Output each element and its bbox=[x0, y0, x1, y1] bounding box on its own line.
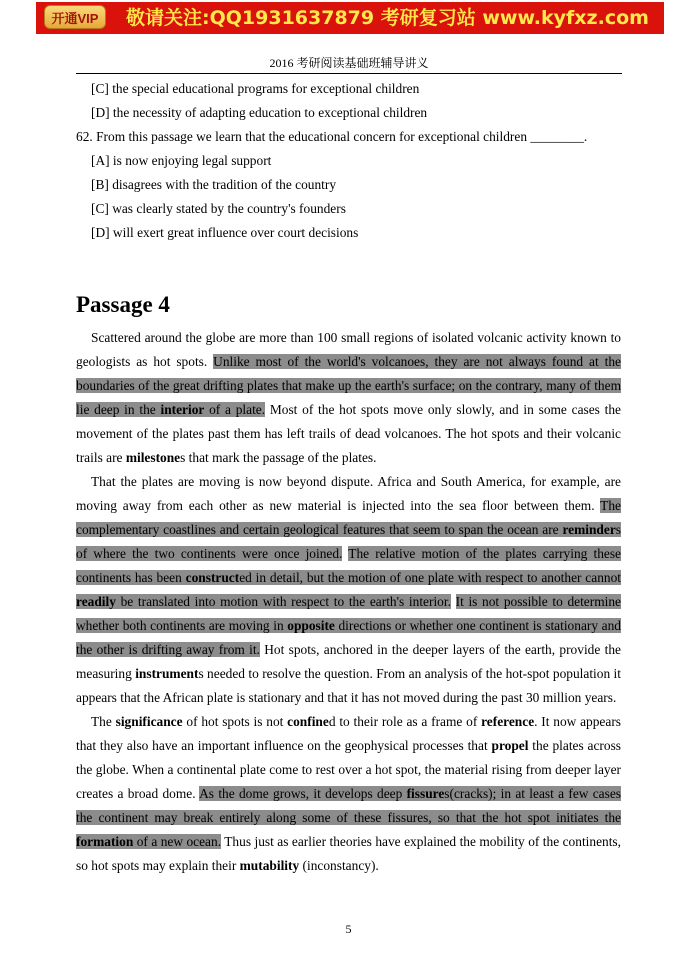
banner-text[interactable]: 敬请关注:QQ1931637879 考研复习站 www.kyfxz.com bbox=[126, 7, 649, 29]
highlighted-keyword bbox=[160, 402, 204, 417]
highlighted-keyword bbox=[407, 786, 445, 801]
text-run: Most of the hot spots move only slowly, and in some cases the movement of the plates past them has left trails of dead volcanoes. The hot spots and their volcanic trails are bbox=[76, 402, 621, 465]
keyword: fissure bbox=[406, 786, 445, 801]
text-run: s needed to resolve the question. From an analysis of the hot-spot population it appears that the African plate is stationary and that it has not moved during the past 30 million years. bbox=[76, 666, 621, 705]
q62-option-a: [A] is now enjoying legal support bbox=[91, 153, 272, 168]
q62-stem: 62. From this passage we learn that the educational concern for exceptional children ________. bbox=[76, 129, 588, 144]
highlighted-text: of a plate. bbox=[204, 402, 266, 417]
text-run: Thus just as earlier theories have explained the mobility of the continents, so hot spots may explain their bbox=[76, 834, 621, 873]
highlighted-text: As the dome grows, it develops deep bbox=[199, 786, 407, 801]
passage-title: Passage 4 bbox=[76, 292, 170, 317]
highlighted-text: s of where the two continents were once joined. bbox=[76, 522, 621, 561]
keyword: formation bbox=[76, 834, 134, 849]
header-rule bbox=[76, 73, 622, 74]
q61-option-d: [D] the necessity of adapting education to exceptional children bbox=[91, 105, 428, 120]
text-run: the plates across the globe. When a continental plate come to rest over a hot spot, the material rising from deeper layer creates a broad dome. bbox=[76, 738, 621, 801]
text-run: The bbox=[91, 714, 116, 729]
keyword: mutability bbox=[239, 858, 300, 873]
text-run: . It now appears that they also have an important influence on the geophysical processes that bbox=[76, 714, 621, 753]
q62-option-d: [D] will exert great influence over court decisions bbox=[91, 225, 359, 240]
keyword: milestone bbox=[125, 450, 181, 465]
paragraph-3 bbox=[76, 710, 621, 878]
page-number: 5 bbox=[345, 922, 352, 936]
vip-button[interactable]: 开通VIP bbox=[44, 5, 106, 29]
keyword-wrap bbox=[240, 858, 300, 873]
highlighted-text: be translated into motion with respect to the earth's interior. bbox=[115, 594, 451, 609]
text-run: Hot spots, anchored in the deeper layers of the earth, provide the measuring bbox=[76, 642, 621, 681]
text-run bbox=[451, 594, 456, 609]
paragraph-1 bbox=[76, 326, 621, 470]
text-run: That the plates are moving is now beyond dispute. Africa and South America, for example, are moving away from each other as new material is injected into the sea floor between them. bbox=[76, 474, 621, 513]
passage-body bbox=[76, 326, 621, 878]
highlighted-keyword bbox=[562, 522, 615, 537]
keyword: reference bbox=[481, 714, 535, 729]
highlighted-keyword bbox=[76, 834, 133, 849]
keyword-wrap bbox=[116, 714, 183, 729]
keyword: propel bbox=[491, 738, 529, 753]
text-run: of hot spots is not bbox=[182, 714, 288, 729]
promo-banner[interactable] bbox=[36, 2, 664, 34]
highlighted-text: of a new ocean. bbox=[133, 834, 222, 849]
keyword: interior bbox=[160, 402, 205, 417]
keyword: construct bbox=[185, 570, 240, 585]
highlighted-text: The relative motion of the plates carrying these continents has been bbox=[76, 546, 621, 585]
highlighted-keyword bbox=[186, 570, 240, 585]
keyword-wrap bbox=[492, 738, 529, 753]
keyword: instrument bbox=[135, 666, 199, 681]
text-run: (inconstancy). bbox=[299, 858, 379, 873]
keyword-wrap bbox=[135, 666, 198, 681]
keyword: confine bbox=[287, 714, 329, 729]
text-run: Scattered around the globe are more than 100 small regions of isolated volcanic activity known to geologists as hot spots. bbox=[76, 330, 621, 369]
keyword-wrap bbox=[126, 450, 180, 465]
highlighted-text: It is not possible to determine whether both continents are moving in bbox=[76, 594, 621, 633]
keyword: opposite bbox=[287, 618, 335, 633]
highlighted-keyword bbox=[76, 594, 116, 609]
q62-option-b: [B] disagrees with the tradition of the country bbox=[91, 177, 337, 192]
question-block bbox=[76, 78, 636, 246]
paragraph-2 bbox=[76, 470, 621, 710]
keyword: significance bbox=[115, 714, 183, 729]
text-run: s that mark the passage of the plates. bbox=[180, 450, 377, 465]
highlighted-text: ed in detail, but the motion of one plate with respect to another cannot bbox=[239, 570, 621, 585]
keyword-wrap bbox=[287, 714, 329, 729]
highlighted-text: Unlike most of the world's volcanoes, they are not always found at the boundaries of the great drifting plates that make up the earth's surface; on the contrary, many of them lie deep in the bbox=[76, 354, 621, 417]
keyword: reminder bbox=[562, 522, 616, 537]
highlighted-text: directions or whether one continent is stationary and the other is drifting away from it. bbox=[76, 618, 621, 657]
highlighted-text: The complementary coastlines and certain geological features that seem to span the ocean are bbox=[76, 498, 621, 537]
q61-option-c: [C] the special educational programs for exceptional children bbox=[91, 81, 420, 96]
running-header: 2016 考研阅读基础班辅导讲义 bbox=[269, 56, 429, 70]
text-run: d to their role as a frame of bbox=[328, 714, 482, 729]
keyword-wrap bbox=[481, 714, 534, 729]
keyword: readily bbox=[76, 594, 116, 609]
highlighted-text: s(cracks); in at least a few cases the continent may break entirely along some of these fissures, so that the hot spot initiates the bbox=[76, 786, 621, 825]
q62-option-c: [C] was clearly stated by the country's founders bbox=[91, 201, 346, 216]
highlighted-keyword bbox=[287, 618, 335, 633]
